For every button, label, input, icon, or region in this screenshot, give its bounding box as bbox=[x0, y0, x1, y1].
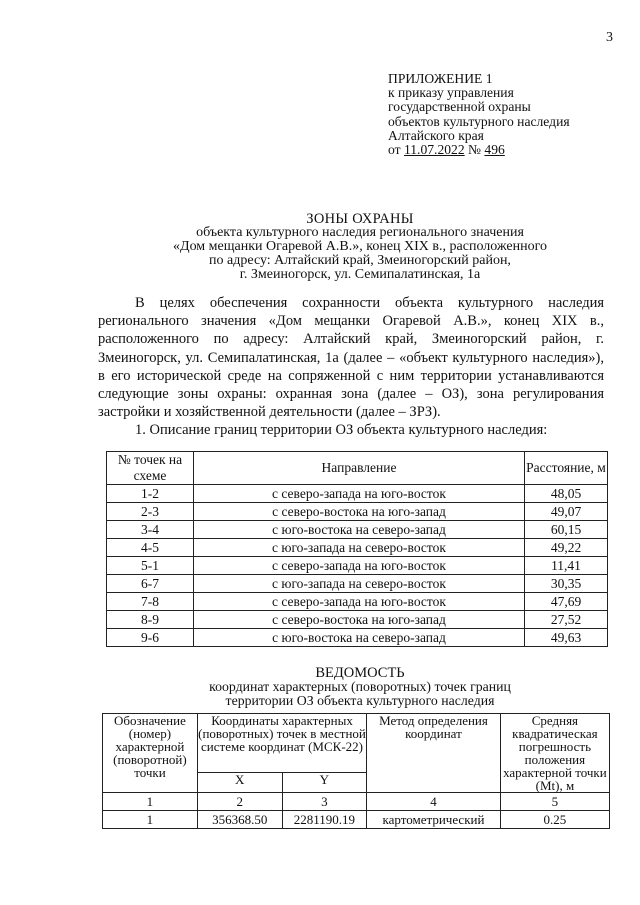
boundary-table bbox=[106, 451, 608, 647]
column-number-row: 1 2 3 4 5 bbox=[103, 793, 610, 811]
table-row: 7-8 с северо-запада на юго-восток 47,69 bbox=[107, 593, 608, 611]
vedomost-line: координат характерных (поворотных) точек границ bbox=[209, 679, 511, 694]
page-number: 3 bbox=[606, 30, 613, 45]
table-row: 2-3 с северо-востока на юго-запад 49,07 bbox=[107, 503, 608, 521]
table-header-row bbox=[107, 452, 608, 485]
section-1-title: 1. Описание границ территории ОЗ объекта культурного наследия: bbox=[135, 422, 548, 439]
zones-line: объекта культурного наследия регионального значения bbox=[196, 225, 524, 240]
zones-heading-block bbox=[130, 212, 590, 282]
header-points: № точек на схеме bbox=[107, 452, 194, 485]
body-text bbox=[98, 294, 604, 440]
intro-paragraph: В целях обеспечения сохранности объекта культурного наследия регионального значения «Дом мещанки Огаревой А.В.», конец XIX в., расположенного по адресу: Алтайский край, Змеиногорский район, г. Змеиногорск, ул. Семипалатинская, 1а (далее – «объект культурного наследия»), в его исторической среде на сопряженной с ним территории устанавливаются следующие зоны охраны: охранная зона (далее – ОЗ), зона регулирования застройки и хозяйственной деятельности (далее – ЗРЗ). bbox=[98, 295, 604, 421]
table-row: 1 356368.50 2281190.19 картометрический 0.25 bbox=[103, 811, 610, 829]
table-row: 4-5 с юго-запада на северо-восток 49,22 bbox=[107, 539, 608, 557]
table-row: 8-9 с северо-востока на юго-запад 27,52 bbox=[107, 611, 608, 629]
coordinates-table bbox=[102, 713, 610, 829]
table-row: 1-2 с северо-запада на юго-восток 48,05 bbox=[107, 485, 608, 503]
appendix-title: ПРИЛОЖЕНИЕ 1 bbox=[388, 71, 493, 86]
table-row: 9-6 с юго-востока на северо-запад 49,63 bbox=[107, 629, 608, 647]
appendix-line: Алтайского края bbox=[388, 127, 484, 143]
vedomost-heading: ВЕДОМОСТЬ bbox=[315, 665, 405, 681]
table-row: 6-7 с юго-запада на северо-восток 30,35 bbox=[107, 575, 608, 593]
appendix-line: объектов культурного наследия bbox=[388, 113, 570, 129]
vedomost-line: территории ОЗ объекта культурного наследия bbox=[225, 693, 495, 708]
table-header-row bbox=[103, 714, 610, 773]
header-error: Средняя квадратическая погрешность положения характерной точки (Mt), м bbox=[500, 714, 609, 793]
header-x: X bbox=[197, 772, 282, 792]
appendix-line: государственной охраны bbox=[388, 99, 531, 115]
header-coordinates: Координаты характерных (поворотных) точек в местной системе координат (МСК-22) bbox=[197, 714, 366, 773]
order-date: 11.07.2022 bbox=[403, 142, 465, 158]
vedomost-heading-block bbox=[130, 666, 590, 708]
zones-line: г. Змеиногорск, ул. Семипалатинская, 1а bbox=[239, 267, 481, 282]
table-row: 3-4 с юго-востока на северо-запад 60,15 bbox=[107, 521, 608, 539]
header-distance: Расстояние, м bbox=[525, 452, 608, 485]
header-method: Метод определения координат bbox=[367, 714, 501, 793]
header-designation: Обозначение (номер) характерной (поворотной) точки bbox=[103, 714, 198, 793]
header-direction: Направление bbox=[194, 452, 525, 485]
zones-line: по адресу: Алтайский край, Змеиногорский район, bbox=[209, 253, 511, 268]
zones-line: «Дом мещанки Огаревой А.В.», конец XIX в., расположенного bbox=[173, 239, 547, 254]
appendix-block bbox=[388, 72, 570, 157]
zones-heading: ЗОНЫ ОХРАНЫ bbox=[306, 211, 414, 227]
appendix-date-line: от 11.07.2022 № 496 bbox=[388, 142, 505, 158]
table-row: 5-1 с северо-запада на юго-восток 11,41 bbox=[107, 557, 608, 575]
order-number: 496 bbox=[484, 142, 505, 158]
appendix-line: к приказу управления bbox=[388, 85, 514, 101]
header-y: Y bbox=[282, 772, 367, 792]
